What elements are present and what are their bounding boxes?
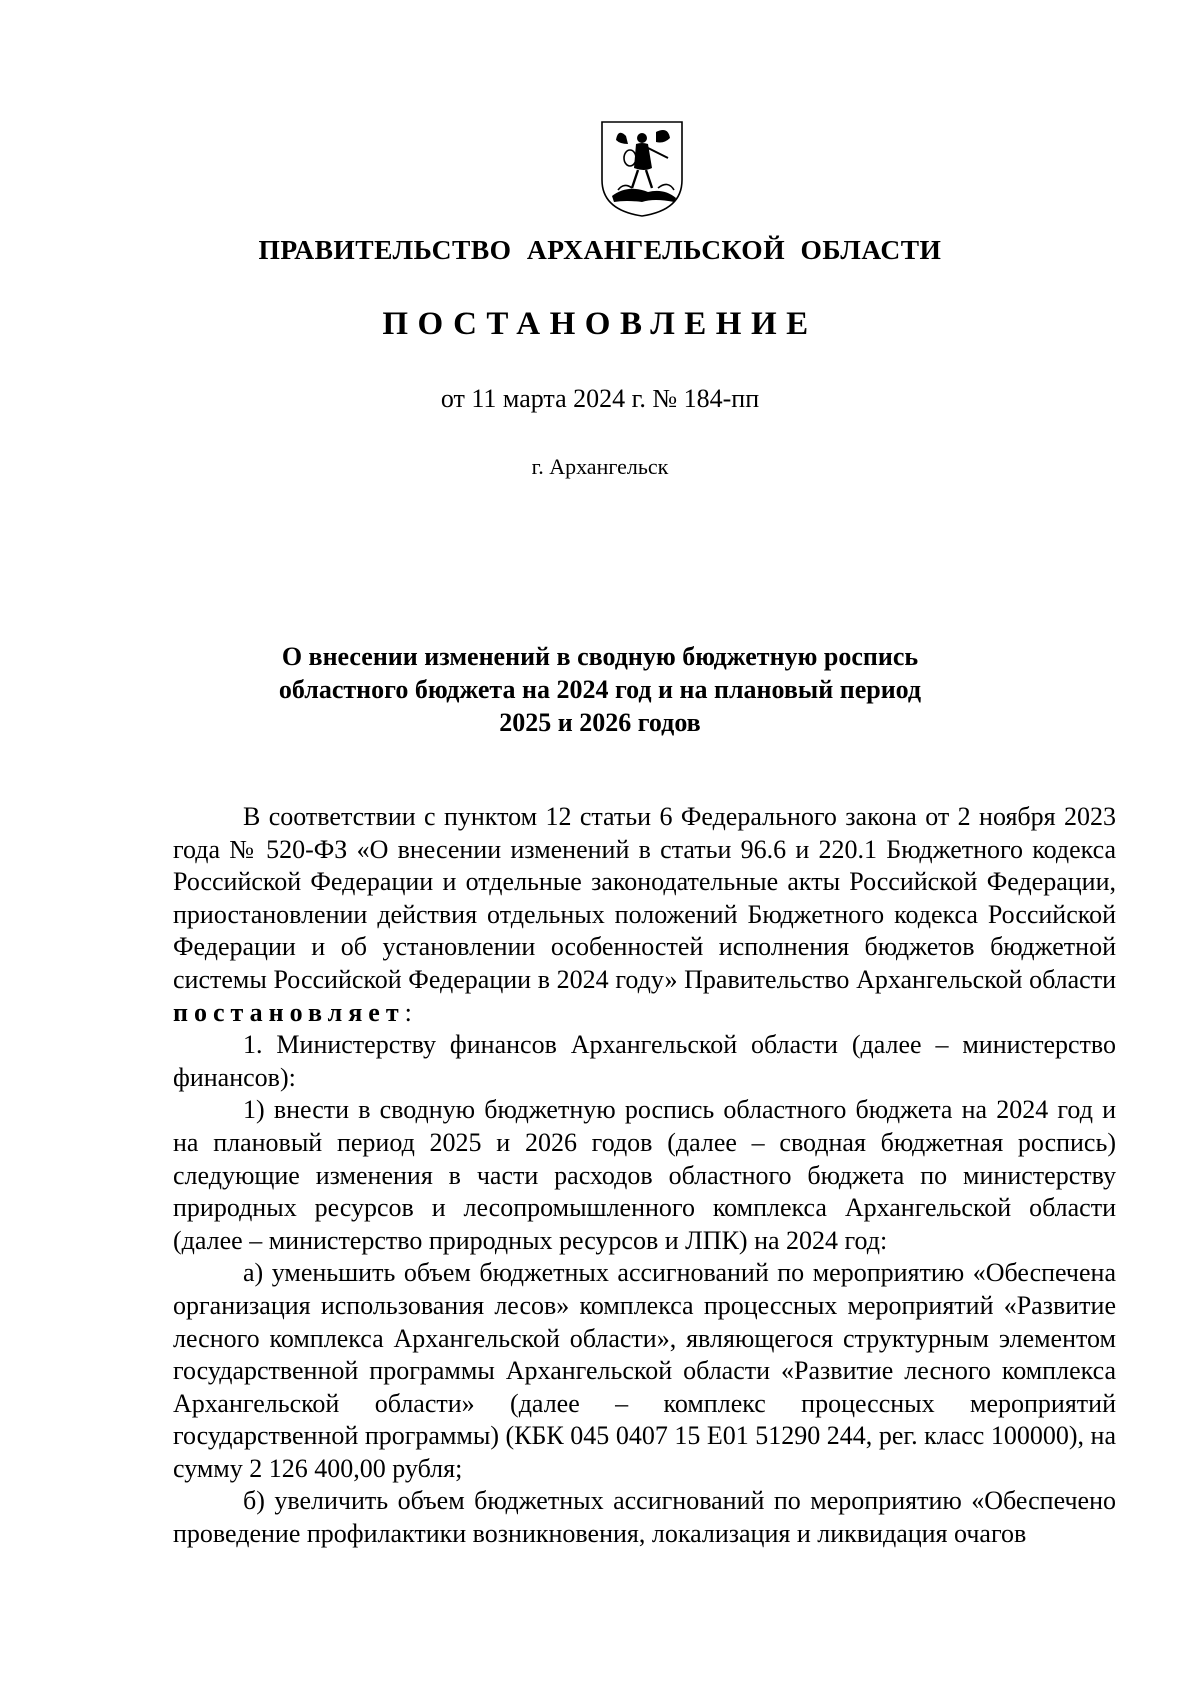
title-line-3: 2025 и 2026 годов xyxy=(499,708,701,737)
document-date-number: от 11 марта 2024 г. № 184-пп xyxy=(440,384,760,413)
preamble-end: : xyxy=(404,997,412,1027)
paragraph-subitem-b: б) увеличить объем бюджетных ассигнований по мероприятию «Обеспечено проведение профилактики возникновения, локализация и ликвидация очагов xyxy=(173,1486,1116,1549)
document-title xyxy=(0,640,1200,739)
paragraph-subitem-1: 1) внести в сводную бюджетную роспись областного бюджета на 2024 год и на плановый период 2025 и 2026 годов (далее – сводная бюджетная роспись) следующие изменения в части расходов областного бюджета по министерству природных ресурсов и лесопромышленного комплекса Архангельской области (далее – министерство природных ресурсов и ЛПК) на 2024 год: xyxy=(173,1095,1116,1255)
document-city: г. Архангельск xyxy=(531,454,669,479)
document-type: ПОСТАНОВЛЕНИЕ xyxy=(382,306,818,342)
paragraph-subitem-a: а) уменьшить объем бюджетных ассигнований по мероприятию «Обеспечена организация использования лесов» комплекса процессных мероприятий «Развитие лесного комплекса Архангельской области», являющегося структурным элементом государственной программы Архангельской области «Развитие лесного комплекса Архангельской области» (далее – комплекс процессных мероприятий государственной программы) (КБК 045 0407 15 Е01 51290 244, рег. класс 100000), на сумму 2 126 400,00 рубля; xyxy=(173,1258,1116,1483)
title-line-2: областного бюджета на 2024 год и на плановый период xyxy=(278,675,922,704)
archangel-coat-of-arms-icon xyxy=(598,118,686,218)
government-name: ПРАВИТЕЛЬСТВО АРХАНГЕЛЬСКОЙ ОБЛАСТИ xyxy=(258,234,942,265)
title-line-1: О внесении изменений в сводную бюджетную роспись xyxy=(281,642,919,671)
paragraph-preamble xyxy=(173,801,1116,1029)
preamble-emphasis: постановляет xyxy=(173,997,405,1027)
document-body xyxy=(173,801,1116,1551)
paragraph-item-1: 1. Министерству финансов Архангельской области (далее – министерство финансов): xyxy=(173,1030,1116,1092)
preamble-text: В соответствии с пунктом 12 статьи 6 Федерального закона от 2 ноября 2023 года № 520-ФЗ «О внесении изменений в статьи 96.6 и 220.1 Бюджетного кодекса Российской Федерации и отдельные законодательные акты Российской Федерации, приостановлении действия отдельных положений Бюджетного кодекса Российской Федерации и об установлении особенностей исполнения бюджетов бюджетной системы Российской Федерации в 2024 году» Правительство Архангельской области xyxy=(173,802,1116,994)
